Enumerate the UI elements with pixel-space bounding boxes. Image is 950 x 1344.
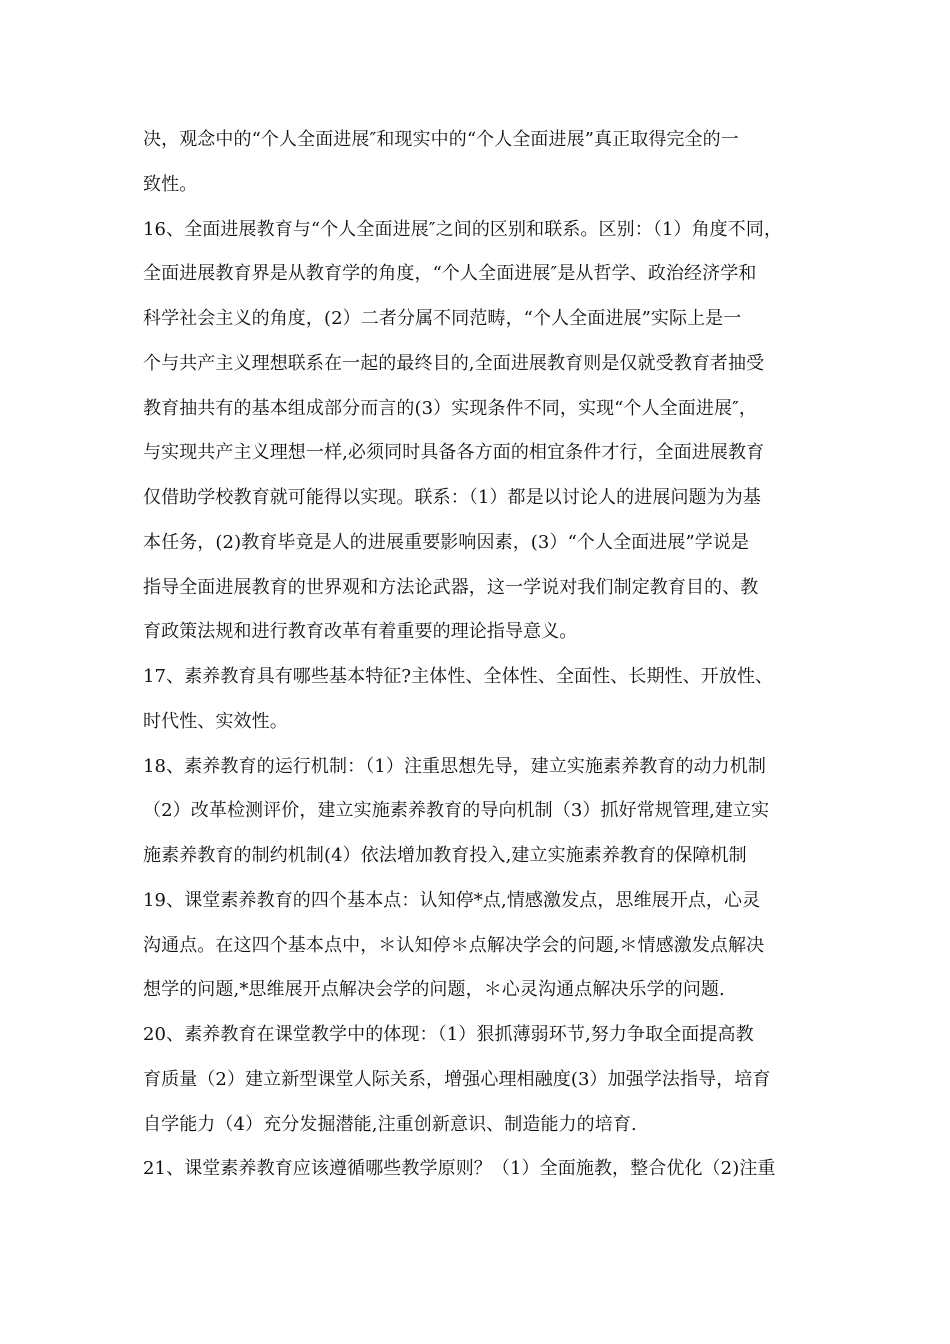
text-line: 致性。 <box>143 173 198 195</box>
text-line: 16、全面进展教育与“个人全面进展″之间的区别和联系。区别：（1）角度不同， <box>143 218 783 240</box>
text-line: 想学的问题,*思维展开点解决会学的问题，＊心灵沟通点解决乐学的问题. <box>143 979 725 1001</box>
text-line: 仅借助学校教育就可能得以实现。联系：（1）都是以讨论人的进展问题为为基 <box>143 487 761 508</box>
text-line: 21、课堂素养教育应该遵循哪些教学原则？（1）全面施教，整合优化（2)注重 <box>143 1158 776 1180</box>
body-text <box>143 118 813 1192</box>
text-line: 育政策法规和进行教育改革有着重要的理论指导意义。 <box>143 621 578 643</box>
text-line: 17、素养教育具有哪些基本特征?主体性、全体性、全面性、长期性、开放性、 <box>143 666 774 687</box>
text-line: 时代性、实效性。 <box>143 710 288 732</box>
text-line: 科学社会主义的角度，(2）二者分属不同范畴，“个人全面进展”实际上是一 <box>143 308 742 329</box>
text-line: 全面进展教育界是从教育学的角度，“个人全面进展″是从哲学、政治经济学和 <box>143 263 757 285</box>
text-line: 沟通点。在这四个基本点中，＊认知停＊点解决学会的问题,＊情感激发点解决 <box>143 934 765 956</box>
text-line: 指导全面进展教育的世界观和方法论武器，这一学说对我们制定教育目的、教 <box>143 576 759 598</box>
text-line: 19、课堂素养教育的四个基本点：认知停*点,情感激发点，思维展开点，心灵 <box>143 889 761 911</box>
text-line: 施素养教育的制约机制(4）依法增加教育投入,建立实施素养教育的保障机制 <box>143 845 747 866</box>
text-line: 教育抽共有的基本组成部分而言的(3）实现条件不同，实现“个人全面进展″， <box>143 397 757 419</box>
text-line: 自学能力（4）充分发掘潜能,注重创新意识、制造能力的培育. <box>143 1113 637 1135</box>
text-line: 决，观念中的“个人全面进展″和现实中的“个人全面进展”真正取得完全的一 <box>143 129 739 150</box>
text-line: 与实现共产主义理想一样,必须同时具备各方面的相宜条件才行，全面进展教育 <box>143 442 765 464</box>
text-line: 本任务，(2)教育毕竟是人的进展重要影响因素，(3）“个人全面进展”学说是 <box>143 531 750 553</box>
text-line: 育质量（2）建立新型课堂人际关系，增强心理相融度(3）加强学法指导，培育 <box>143 1068 771 1090</box>
text-line: 20、素养教育在课堂教学中的体现：（1）狠抓薄弱环节,努力争取全面提高教 <box>143 1024 754 1045</box>
text-line: 个与共产主义理想联系在一起的最终目的,全面进展教育则是仅就受教育者抽受 <box>143 352 765 374</box>
text-line: （2）改革检测评价，建立实施素养教育的导向机制（3）抓好常规管理,建立实 <box>143 800 770 822</box>
text-line: 18、素养教育的运行机制：（1）注重思想先导，建立实施素养教育的动力机制 <box>143 755 766 777</box>
